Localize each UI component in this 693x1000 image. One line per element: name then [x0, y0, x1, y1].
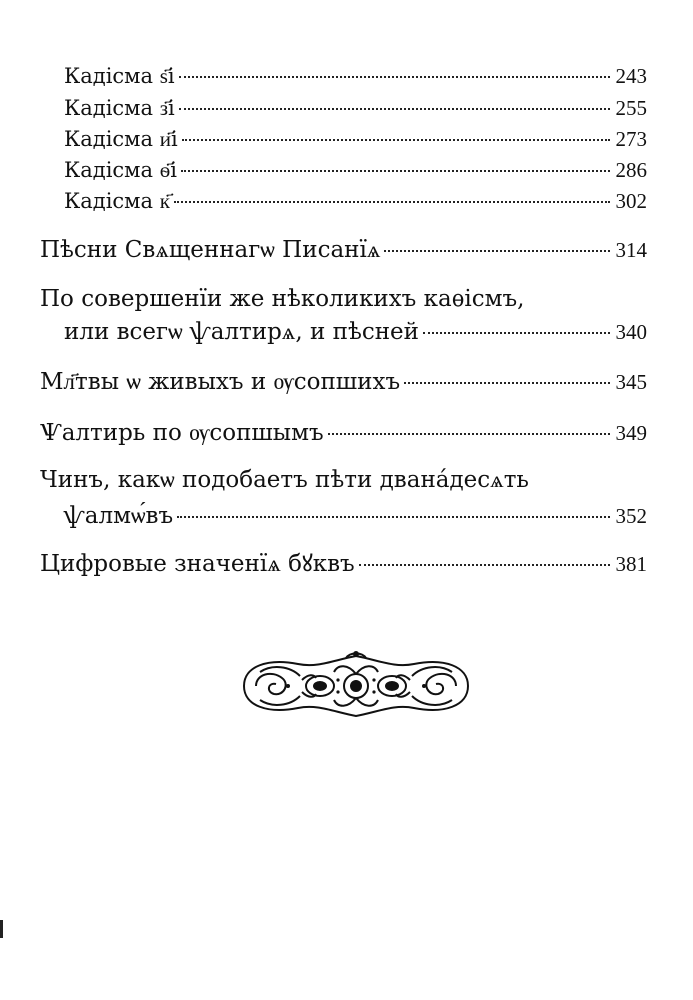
toc-entry-title: Кадісма и҃і	[64, 127, 178, 151]
toc-entry-prayers[interactable]	[40, 368, 647, 396]
toc-entry-page: 302	[615, 189, 647, 213]
toc-entry-page: 255	[615, 96, 647, 120]
toc-entry-page: 345	[615, 370, 647, 394]
toc-entry-page: 273	[615, 127, 647, 151]
dot-leader	[179, 108, 610, 110]
toc-entry-page: 352	[615, 504, 647, 528]
toc-entry-title: Мл҃твы ѡ живыхъ и ѹсопшихъ	[40, 369, 401, 395]
toc-entry-rite-twelve[interactable]	[64, 502, 647, 530]
dot-leader	[177, 516, 609, 518]
dot-leader	[404, 382, 609, 384]
toc-entry-kathisma-17[interactable]	[64, 94, 647, 122]
toc-entry-page: 243	[615, 64, 647, 88]
toc-entry-songs[interactable]	[40, 236, 647, 264]
dot-leader	[179, 76, 610, 78]
toc-entry-title: Цифровые значенїѧ бꙋквъ	[40, 551, 355, 577]
toc-entry-page: 381	[615, 552, 647, 576]
dot-leader	[174, 201, 610, 203]
toc-entry-title: Кадісма к҃	[64, 189, 170, 213]
toc-entry-psalter-departed[interactable]	[40, 419, 647, 447]
toc-entry-page: 286	[615, 158, 647, 182]
dot-leader	[181, 170, 610, 172]
toc-entry-page: 314	[615, 238, 647, 262]
toc-entry-title: Кадісма з҃і	[64, 96, 175, 120]
margin-mark	[0, 920, 3, 938]
toc-entry-page: 349	[615, 421, 647, 445]
dot-leader	[182, 139, 610, 141]
dot-leader	[384, 250, 609, 252]
dot-leader	[328, 433, 610, 435]
toc-entry-kathisma-16[interactable]	[64, 62, 647, 90]
dot-leader	[423, 332, 610, 334]
toc-entry-title: ѱалмѡ́въ	[64, 503, 174, 529]
toc-entry-title: Ѱалтирь по ѹсопшымъ	[40, 420, 324, 446]
toc-entry-after-kathismas[interactable]	[64, 318, 647, 346]
toc-entry-page: 340	[615, 320, 647, 344]
toc-entry-title: Кадісма ѕ҃і	[64, 64, 175, 88]
toc-entry-kathisma-19[interactable]	[64, 156, 647, 184]
toc-entry-after-kathismas-line1[interactable]: По совершенїи же нѣколикихъ каѳісмъ,	[40, 286, 525, 312]
toc-entry-kathisma-18[interactable]	[64, 125, 647, 153]
toc-entry-title: или всегѡ ѱалтирѧ, и пѣсней	[64, 319, 419, 345]
toc-entry-rite-twelve-line1[interactable]: Чинъ, какѡ подобаетъ пѣти двана́десѧть	[40, 467, 529, 493]
toc-entry-numerals[interactable]	[40, 550, 647, 578]
ornament-icon	[238, 650, 474, 722]
toc-entry-kathisma-20[interactable]	[64, 187, 647, 215]
dot-leader	[359, 564, 610, 566]
toc-entry-title: Пѣсни Свѧщеннагѡ Писанїѧ	[40, 237, 381, 263]
toc-entry-title: Кадісма ѳ҃і	[64, 158, 177, 182]
